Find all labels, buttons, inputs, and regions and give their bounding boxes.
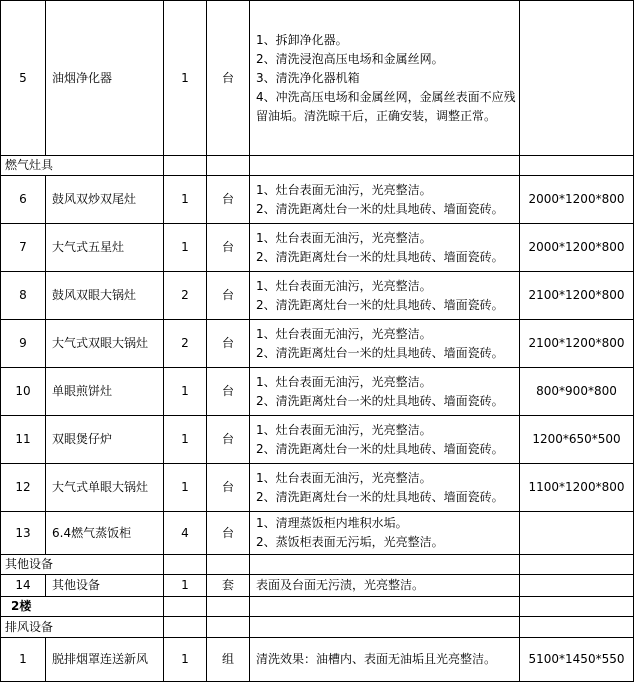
unit-cell: 台 [207,464,250,512]
quantity-cell: 2 [164,272,207,320]
empty-cell [207,555,250,575]
requirement-line: 1、拆卸净化器。 [256,32,348,47]
empty-cell [250,617,520,638]
row-number-cell: 14 [1,575,46,597]
section-row [1,555,634,575]
dimension-cell: 2100*1200*800 [520,320,634,368]
requirement-line: 2、清洗距离灶台一米的灶具地砖、墙面瓷砖。 [256,393,504,408]
table-row [1,464,634,512]
empty-cell [250,597,520,617]
requirement-line: 2、清洗距离灶台一米的灶具地砖、墙面瓷砖。 [256,345,504,360]
equipment-name-cell: 脱排烟罩连送新风 [46,638,164,682]
quantity-cell: 1 [164,368,207,416]
dimension-cell [520,1,634,156]
requirement-line: 1、灶台表面无油污，光亮整洁。 [256,422,432,437]
quantity-cell: 1 [164,638,207,682]
dimension-cell [520,512,634,555]
table-row [1,224,634,272]
dimension-cell: 5100*1450*550 [520,638,634,682]
requirement-line: 1、灶台表面无油污，光亮整洁。 [256,230,432,245]
requirement-line: 1、灶台表面无油污，光亮整洁。 [256,326,432,341]
row-number-cell: 1 [1,638,46,682]
equipment-name-cell: 鼓风双炒双尾灶 [46,176,164,224]
unit-cell: 台 [207,512,250,555]
empty-cell [250,555,520,575]
cleaning-requirement-cell [250,416,520,464]
row-number-cell: 11 [1,416,46,464]
requirement-line: 2、清洗浸泡高压电场和金属丝网。 [256,51,444,66]
cleaning-requirement-cell [250,272,520,320]
requirement-line: 4、冲洗高压电场和金属丝网，金属丝表面不应残留油垢。清洗晾干后，正确安装，调整正常。 [256,89,516,123]
unit-cell: 台 [207,272,250,320]
cleaning-requirement-cell [250,224,520,272]
row-number-cell: 10 [1,368,46,416]
table-row [1,512,634,555]
quantity-cell: 4 [164,512,207,555]
requirement-line: 表面及台面无污渍，光亮整洁。 [256,578,425,592]
requirement-line: 2、蒸饭柜表面无污垢，光亮整洁。 [256,535,444,549]
dimension-cell: 1100*1200*800 [520,464,634,512]
table-row [1,575,634,597]
dimension-cell [520,575,634,597]
row-number-cell: 6 [1,176,46,224]
requirement-line: 清洗效果：油槽内、表面无油垢且光亮整洁。 [256,652,497,666]
requirement-line: 2、清洗距离灶台一米的灶具地砖、墙面瓷砖。 [256,297,504,312]
cleaning-requirement-cell [250,368,520,416]
equipment-name-cell: 双眼煲仔炉 [46,416,164,464]
requirement-line: 2、清洗距离灶台一米的灶具地砖、墙面瓷砖。 [256,249,504,264]
table-row [1,176,634,224]
floor-row [1,597,634,617]
equipment-name-cell: 大气式五星灶 [46,224,164,272]
equipment-name-cell: 鼓风双眼大锅灶 [46,272,164,320]
equipment-name-cell: 其他设备 [46,575,164,597]
empty-cell [164,617,207,638]
quantity-cell: 1 [164,575,207,597]
dimension-cell: 1200*650*500 [520,416,634,464]
equipment-name-cell: 油烟净化器 [46,1,164,156]
row-number-cell: 5 [1,1,46,156]
empty-cell [164,597,207,617]
requirement-line: 2、清洗距离灶台一米的灶具地砖、墙面瓷砖。 [256,201,504,216]
cleaning-requirement-cell [250,575,520,597]
table-body [1,1,634,682]
requirement-line: 1、灶台表面无油污，光亮整洁。 [256,470,432,485]
table-row [1,638,634,682]
requirement-line: 1、灶台表面无油污，光亮整洁。 [256,278,432,293]
empty-cell [207,156,250,176]
empty-cell [520,597,634,617]
empty-cell [164,555,207,575]
requirement-line: 1、灶台表面无油污，光亮整洁。 [256,374,432,389]
table-row [1,272,634,320]
dimension-cell: 2100*1200*800 [520,272,634,320]
section-row [1,156,634,176]
requirement-line: 2、清洗距离灶台一米的灶具地砖、墙面瓷砖。 [256,441,504,456]
quantity-cell: 2 [164,320,207,368]
requirement-line: 2、清洗距离灶台一米的灶具地砖、墙面瓷砖。 [256,489,504,504]
section-heading: 排风设备 [1,617,164,638]
row-number-cell: 12 [1,464,46,512]
dimension-cell: 800*900*800 [520,368,634,416]
unit-cell: 台 [207,320,250,368]
empty-cell [520,156,634,176]
cleaning-requirement-cell [250,320,520,368]
equipment-name-cell: 6.4燃气蒸饭柜 [46,512,164,555]
row-number-cell: 9 [1,320,46,368]
row-number-cell: 7 [1,224,46,272]
equipment-name-cell: 单眼煎饼灶 [46,368,164,416]
requirement-line: 1、灶台表面无油污，光亮整洁。 [256,182,432,197]
quantity-cell: 1 [164,416,207,464]
dimension-cell: 2000*1200*800 [520,176,634,224]
quantity-cell: 1 [164,464,207,512]
floor-heading: 2楼 [1,597,164,617]
unit-cell: 组 [207,638,250,682]
unit-cell: 台 [207,224,250,272]
cleaning-requirement-cell [250,638,520,682]
empty-cell [164,156,207,176]
equipment-name-cell: 大气式双眼大锅灶 [46,320,164,368]
section-heading: 燃气灶具 [1,156,164,176]
cleaning-requirement-cell [250,464,520,512]
unit-cell: 套 [207,575,250,597]
table-row [1,320,634,368]
quantity-cell: 1 [164,1,207,156]
quantity-cell: 1 [164,176,207,224]
cleaning-requirement-cell [250,176,520,224]
cleaning-requirement-cell [250,1,520,156]
quantity-cell: 1 [164,224,207,272]
section-heading: 其他设备 [1,555,164,575]
unit-cell: 台 [207,1,250,156]
dimension-cell: 2000*1200*800 [520,224,634,272]
empty-cell [520,555,634,575]
empty-cell [207,617,250,638]
table-row [1,416,634,464]
empty-cell [520,617,634,638]
empty-cell [207,597,250,617]
equipment-name-cell: 大气式单眼大锅灶 [46,464,164,512]
row-number-cell: 13 [1,512,46,555]
cleaning-requirement-cell [250,512,520,555]
section-row [1,617,634,638]
unit-cell: 台 [207,176,250,224]
empty-cell [250,156,520,176]
requirement-line: 1、清理蒸饭柜内堆积水垢。 [256,516,408,530]
requirement-line: 3、清洗净化器机箱 [256,70,360,85]
row-number-cell: 8 [1,272,46,320]
unit-cell: 台 [207,368,250,416]
table-row [1,368,634,416]
table-row [1,1,634,156]
unit-cell: 台 [207,416,250,464]
